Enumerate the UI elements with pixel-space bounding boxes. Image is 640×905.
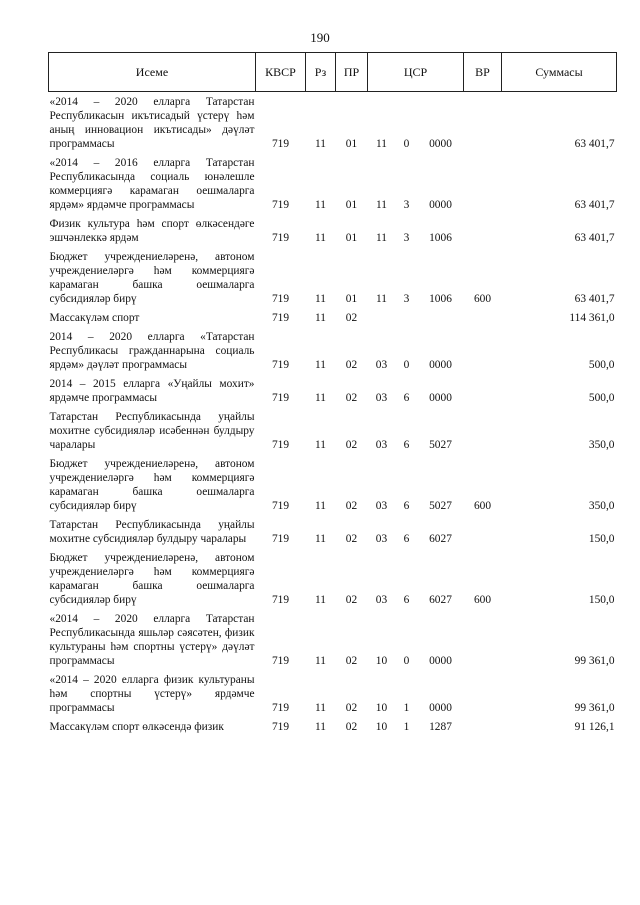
row-pr: 02 [345,439,358,451]
row-sum: 114 361,0 [569,312,615,324]
row-name: Массакүләм спорт [49,312,140,324]
row-kvsr: 719 [271,594,290,606]
row-csr-subprogram: 1 [403,702,410,714]
row-csr-subprogram: 1 [403,721,410,733]
row-vr [464,717,502,736]
row-csr-code [418,308,464,327]
table-row [49,548,617,609]
row-csr-subprogram: 6 [403,439,410,451]
row-kvsr: 719 [271,655,290,667]
table-header-row [49,53,617,92]
row-kvsr: 719 [271,721,290,733]
row-csr-code: 6027 [429,533,452,545]
row-vr [464,609,502,670]
row-name: Бюджет учреждениеләренә, автоном учреждениеләргә һәм коммерциягә карамаган башка оешмаларга субсидияләр бирү [49,251,255,305]
row-csr-subprogram: 6 [403,533,410,545]
table-row [49,214,617,247]
row-pr: 02 [345,533,358,545]
row-sum: 99 361,0 [574,655,615,667]
row-pr: 02 [345,500,358,512]
row-pr: 02 [345,721,358,733]
row-pr: 02 [345,702,358,714]
row-csr-code: 5027 [429,439,452,451]
header-csr: ЦСР [368,53,464,92]
row-vr [464,515,502,548]
row-csr-code: 5027 [429,500,452,512]
row-rz: 11 [315,232,326,244]
row-kvsr: 719 [271,138,290,150]
row-vr [464,153,502,214]
table-body [49,92,617,737]
row-kvsr: 719 [271,500,290,512]
row-name: Татарстан Республикасында уңайлы мохитне субсидияләр исәбеннән булдыру чаралары [49,411,255,451]
row-name: Бюджет учреждениеләренә, автоном учреждениеләргә һәм коммерциягә карамаган башка оешмаларга субсидияләр бирү [49,458,255,512]
row-rz: 11 [315,392,326,404]
row-csr-program: 11 [376,138,387,150]
row-rz: 11 [315,702,326,714]
table-row [49,609,617,670]
row-name: 2014 – 2020 елларга «Татарстан Республикасы гражданнарына социаль ярдәм» дәүләт программасы [49,331,255,371]
row-kvsr: 719 [271,312,290,324]
row-kvsr: 719 [271,702,290,714]
table-row [49,92,617,154]
row-csr-code: 0000 [429,392,452,404]
row-vr [464,214,502,247]
row-pr: 01 [345,293,358,305]
row-vr: 600 [473,500,492,512]
row-vr [464,670,502,717]
row-sum: 99 361,0 [574,702,615,714]
row-vr [464,308,502,327]
row-pr: 02 [345,392,358,404]
row-csr-program: 10 [375,655,388,667]
row-csr-program: 03 [375,533,388,545]
row-name: «2014 – 2020 елларга Татарстан Республикасында яшьләр сәясәтен, физик культураны һәм спортны үстерү» дәүләт программасы [49,613,255,667]
table-row [49,407,617,454]
row-pr: 01 [345,232,358,244]
row-sum: 63 401,7 [574,199,615,211]
row-rz: 11 [315,721,326,733]
row-sum: 350,0 [588,500,615,512]
budget-table [48,52,617,736]
row-csr-subprogram: 0 [403,655,410,667]
row-pr: 01 [345,138,358,150]
row-kvsr: 719 [271,199,290,211]
row-pr: 02 [345,312,358,324]
row-pr: 02 [345,359,358,371]
row-csr-code: 1287 [429,721,452,733]
row-csr-code: 0000 [429,199,452,211]
row-kvsr: 719 [271,293,290,305]
row-kvsr: 719 [271,232,290,244]
row-csr-subprogram: 3 [403,199,410,211]
header-vr: ВР [464,53,502,92]
row-csr-subprogram: 3 [403,293,410,305]
row-csr-subprogram: 0 [403,138,410,150]
row-sum: 500,0 [588,359,615,371]
row-sum: 91 126,1 [574,721,615,733]
row-csr-code: 0000 [429,702,452,714]
row-name: Физик культура һәм спорт өлкәсендәге эшчәнлеккә ярдәм [49,218,255,244]
table-row [49,327,617,374]
row-csr-code: 1006 [429,293,452,305]
row-rz: 11 [315,500,326,512]
row-sum: 63 401,7 [574,138,615,150]
row-name: «2014 – 2020 елларга физик культураны һәм спортны үстерү» ярдәмче программасы [49,674,255,714]
row-sum: 150,0 [588,594,615,606]
row-csr-code: 0000 [429,138,452,150]
table-row [49,670,617,717]
row-csr-program: 03 [375,500,388,512]
row-name: 2014 – 2015 елларга «Уңайлы мохит» ярдәмче программасы [49,378,255,404]
table-row [49,515,617,548]
row-rz: 11 [315,138,326,150]
header-pr: ПР [336,53,368,92]
row-csr-program: 03 [375,359,388,371]
row-csr-subprogram: 6 [403,392,410,404]
row-name: Массакүләм спорт өлкәсендә физик [49,721,224,733]
row-rz: 11 [315,293,326,305]
table-row [49,717,617,736]
row-name: Татарстан Республикасында уңайлы мохитне субсидияләр булдыру чаралары [49,519,255,545]
row-rz: 11 [315,655,326,667]
row-csr-subprogram: 6 [403,500,410,512]
row-csr-code: 1006 [429,232,452,244]
row-sum: 150,0 [588,533,615,545]
header-sum: Суммасы [502,53,617,92]
row-kvsr: 719 [271,533,290,545]
row-vr: 600 [473,594,492,606]
row-sum: 63 401,7 [574,293,615,305]
row-kvsr: 719 [271,392,290,404]
row-csr-program: 03 [375,594,388,606]
row-pr: 01 [345,199,358,211]
row-pr: 02 [345,655,358,667]
row-sum: 500,0 [588,392,615,404]
row-csr-subprogram [396,308,418,327]
row-csr-program: 11 [376,293,387,305]
row-csr-program [368,308,396,327]
row-csr-program: 10 [375,721,388,733]
row-csr-code: 0000 [429,359,452,371]
row-rz: 11 [315,439,326,451]
row-csr-subprogram: 3 [403,232,410,244]
row-vr [464,407,502,454]
row-name: Бюджет учреждениеләренә, автоном учреждениеләргә һәм коммерциягә карамаган башка оешмаларга субсидияләр бирү [49,552,255,606]
row-sum: 350,0 [588,439,615,451]
row-name: «2014 – 2016 елларга Татарстан Республикасында социаль юнәлешле коммерциягә карамаган оешмаларга ярдәм» ярдәмче программасы [49,157,255,211]
row-csr-program: 03 [375,439,388,451]
row-rz: 11 [315,533,326,545]
table-row [49,247,617,308]
row-vr [464,327,502,374]
row-rz: 11 [315,359,326,371]
row-csr-program: 10 [375,702,388,714]
header-rz: Рз [306,53,336,92]
row-csr-subprogram: 0 [403,359,410,371]
row-kvsr: 719 [271,359,290,371]
row-pr: 02 [345,594,358,606]
row-rz: 11 [315,199,326,211]
row-vr [464,92,502,154]
table-row [49,374,617,407]
row-csr-code: 0000 [429,655,452,667]
row-name: «2014 – 2020 елларга Татарстан Республикасын икътисадый үстерү һәм аның инновацион икътисады» дәүләт программасы [49,96,255,150]
row-csr-program: 03 [375,392,388,404]
row-csr-code: 6027 [429,594,452,606]
table-row [49,454,617,515]
row-vr [464,374,502,407]
row-rz: 11 [315,594,326,606]
row-rz: 11 [315,312,326,324]
row-vr: 600 [473,293,492,305]
row-csr-subprogram: 6 [403,594,410,606]
header-name: Исеме [49,53,256,92]
row-kvsr: 719 [271,439,290,451]
table-row [49,153,617,214]
row-csr-program: 11 [376,199,387,211]
row-sum: 63 401,7 [574,232,615,244]
header-kvsr: КВСР [256,53,306,92]
page-number: 190 [310,30,330,45]
table-row [49,308,617,327]
row-csr-program: 11 [376,232,387,244]
